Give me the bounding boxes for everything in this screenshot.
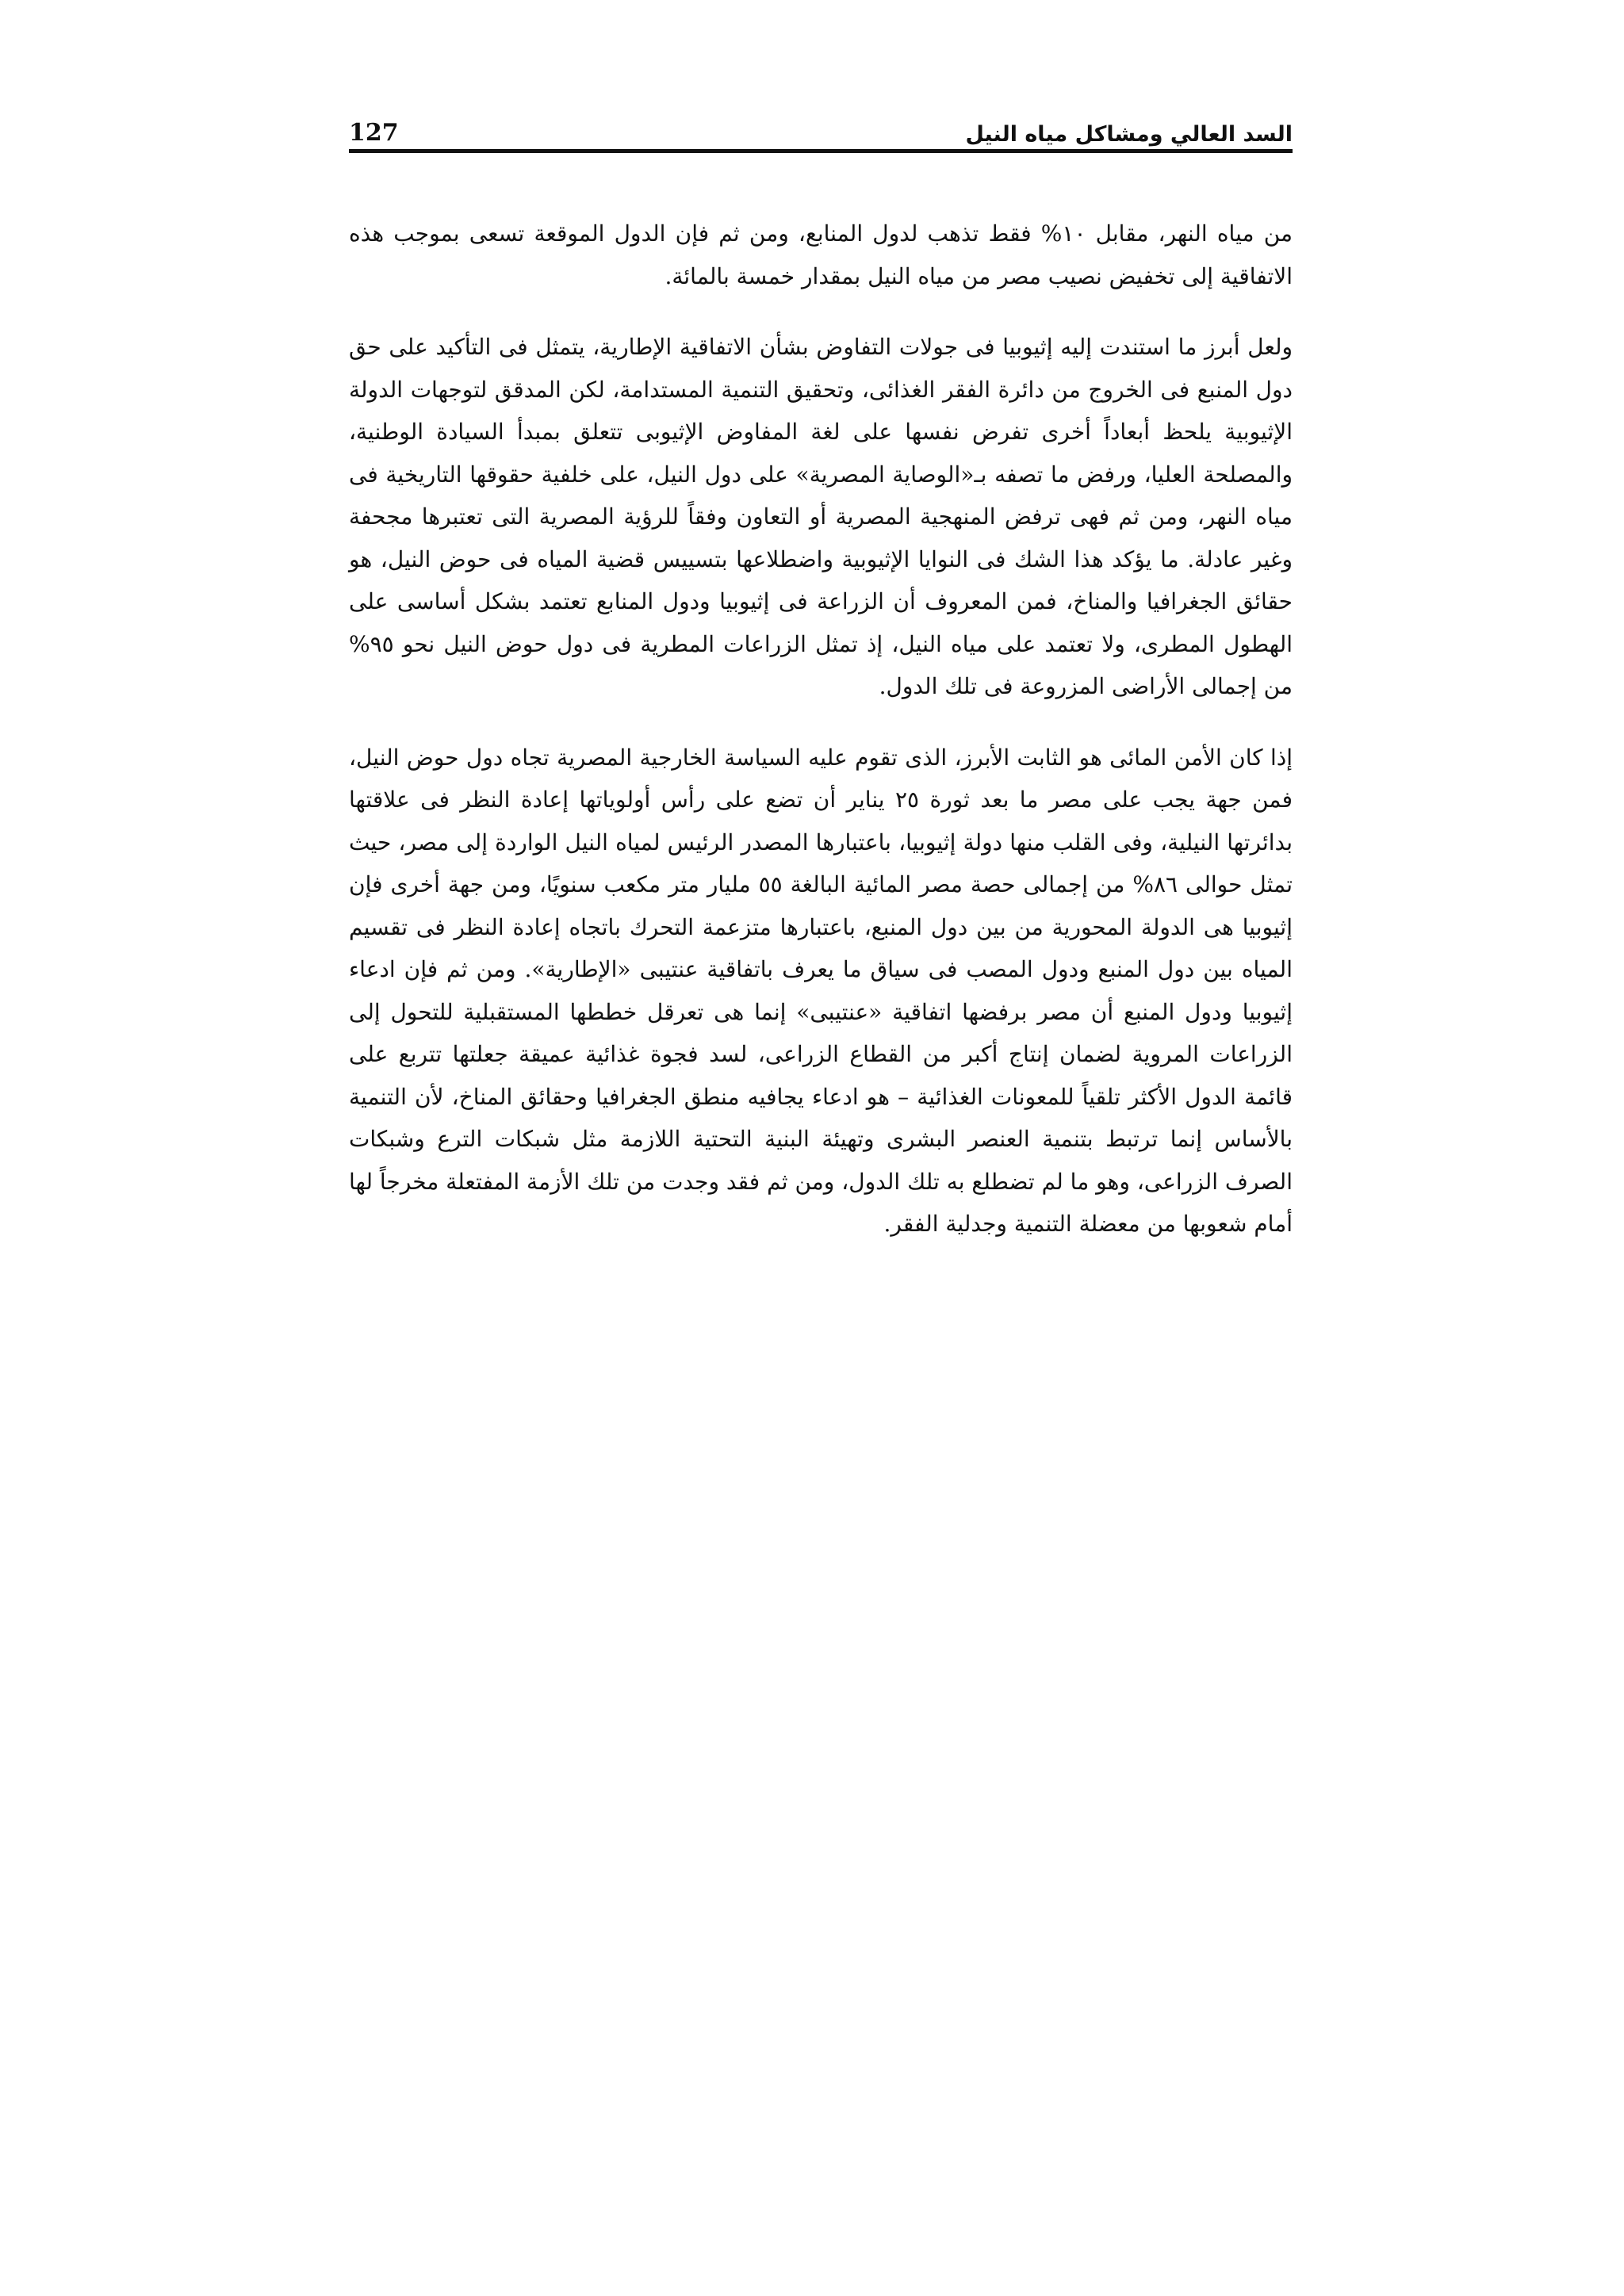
header-rule [349,149,1293,153]
paragraph-3: إذا كان الأمن المائى هو الثابت الأبرز، الذى تقوم عليه السياسة الخارجية المصرية تجاه دول حوض النيل، فمن جهة يجب على مصر ما بعد ثورة ٢٥ يناير أن تضع على رأس أولوياتها إعادة النظر فى علاقتها بدائرتها النيلية، وفى القلب منها دولة إثيوبيا، باعتبارها المصدر الرئيس لمياه النيل الواردة إلى مصر، حيث تمثل حوالى ٨٦% من إجمالى حصة مصر المائية البالغة ٥٥ مليار متر مكعب سنويًا، ومن جهة أخرى فإن إثيوبيا هى الدولة المحورية من بين دول المنبع، باعتبارها متزعمة التحرك باتجاه إعادة النظر فى تقسيم المياه بين دول المنبع ودول المصب فى سياق ما يعرف باتفاقية عنتيبى «الإطارية». ومن ثم فإن ادعاء إثيوبيا ودول المنبع أن مصر برفضها اتفاقية «عنتيبى» إنما هى تعرقل خططها المستقبلية للتحول إلى الزراعات المروية لضمان إنتاج أكبر من القطاع الزراعى، لسد فجوة غذائية عميقة جعلتها تتربع على قائمة الدول الأكثر تلقياً للمعونات الغذائية – هو ادعاء يجافيه منطق الجغرافيا وحقائق المناخ، لأن التنمية بالأساس إنما ترتبط بتنمية العنصر البشرى وتهيئة البنية التحتية اللازمة مثل شبكات الترع وشبكات الصرف الزراعى، وهو ما لم تضطلع به تلك الدول، ومن ثم فقد وجدت من تلك الأزمة المفتعلة مخرجاً لها أمام شعوبها من معضلة التنمية وجدلية الفقر. [349,744,1293,1237]
paragraph-2: ولعل أبرز ما استندت إليه إثيوبيا فى جولات التفاوض بشأن الاتفاقية الإطارية، يتمثل فى التأكيد على حق دول المنبع فى الخروج من دائرة الفقر الغذائى، وتحقيق التنمية المستدامة، لكن المدقق لتوجهات الدولة الإثيوبية يلحظ أبعاداً أخرى تفرض نفسها على لغة المفاوض الإثيوبى تتعلق بمبدأ السيادة الوطنية، والمصلحة العليا، ورفض ما تصفه بـ«الوصاية المصرية» على دول النيل، على خلفية حقوقها التاريخية فى مياه النهر، ومن ثم فهى ترفض المنهجية المصرية أو التعاون وفقاً للرؤية المصرية التى تعتبرها مجحفة وغير عادلة. ما يؤكد هذا الشك فى النوايا الإثيوبية واضطلاعها بتسييس قضية المياه فى حوض النيل، هو حقائق الجغرافيا والمناخ، فمن المعروف أن الزراعة فى إثيوبيا ودول المنابع تعتمد بشكل أساسى على الهطول المطرى، ولا تعتمد على مياه النيل، إذ تمثل الزراعات المطرية فى دول حوض النيل نحو ٩٥% من إجمالى الأراضى المزروعة فى تلك الدول. [349,334,1293,699]
running-header [349,101,1293,147]
running-title: السد العالي ومشاكل مياه النيل [965,121,1293,147]
paragraph-1: من مياه النهر، مقابل ١٠% فقط تذهب لدول المنابع، ومن ثم فإن الدول الموقعة تسعى بموجب هذه الاتفاقية إلى تخفيض نصيب مصر من مياه النيل بمقدار خمسة بالمائة. [349,220,1293,289]
body-text [349,212,1293,1274]
page-number: 127 [349,119,399,147]
